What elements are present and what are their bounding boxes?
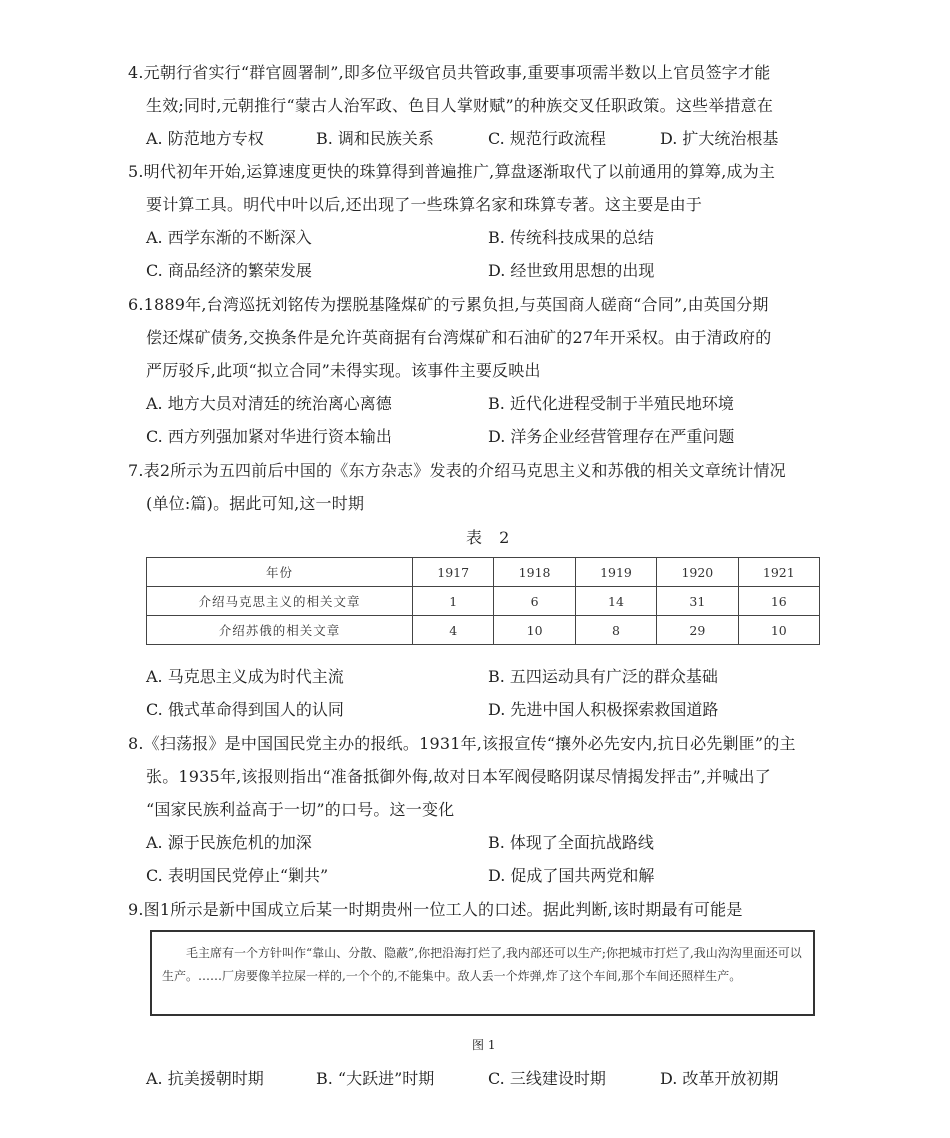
q8-text-line3: “国家民族利益高于一切”的口号。这一变化 bbox=[146, 800, 455, 819]
q5-option-d: D. 经世致用思想的出现 bbox=[488, 261, 655, 280]
table-row bbox=[147, 616, 820, 645]
quote-box bbox=[150, 930, 815, 1016]
q4-option-d: D. 扩大统治根基 bbox=[660, 129, 779, 148]
table-header-cell: 1921 bbox=[738, 558, 819, 587]
q7-option-d: D. 先进中国人积极探索救国道路 bbox=[488, 700, 719, 719]
q6-text-line2: 偿还煤矿债务,交换条件是允许英商据有台湾煤矿和石油矿的27年开采权。由于清政府的 bbox=[146, 328, 772, 347]
q9-text-line1: 9.图1所示是新中国成立后某一时期贵州一位工人的口述。据此判断,该时期最有可能是 bbox=[128, 900, 743, 919]
q8-option-a: A. 源于民族危机的加深 bbox=[146, 833, 312, 852]
q8-text-line2: 张。1935年,该报则指出“准备抵御外侮,故对日本军阀侵略阴谋尽情揭发抨击”,并喊出了 bbox=[146, 767, 771, 786]
table-cell: 4 bbox=[413, 616, 494, 645]
table-cell: 16 bbox=[738, 587, 819, 616]
q4-option-c: C. 规范行政流程 bbox=[488, 129, 606, 148]
q4-text-line1: 4.元朝行省实行“群官圆署制”,即多位平级官员共管政事,重要事项需半数以上官员签字才能 bbox=[128, 63, 771, 82]
table-cell: 10 bbox=[494, 616, 575, 645]
q8-text-line1: 8.《扫荡报》是中国国民党主办的报纸。1931年,该报宣传“攘外必先安内,抗日必先剿匪”的主 bbox=[128, 734, 796, 753]
table-row-label: 介绍苏俄的相关文章 bbox=[147, 616, 413, 645]
table-header-cell: 1920 bbox=[657, 558, 738, 587]
q4-option-b: B. 调和民族关系 bbox=[316, 129, 434, 148]
q5-text-line2: 要计算工具。明代中叶以后,还出现了一些珠算名家和珠算专著。这主要是由于 bbox=[146, 195, 703, 214]
q9-option-a: A. 抗美援朝时期 bbox=[146, 1069, 264, 1088]
statistics-table bbox=[146, 557, 820, 645]
q6-option-d: D. 洋务企业经营管理存在严重问题 bbox=[488, 427, 735, 446]
q5-option-b: B. 传统科技成果的总结 bbox=[488, 228, 654, 247]
table-row bbox=[147, 587, 820, 616]
figure-caption: 图 1 bbox=[472, 1038, 496, 1052]
table-caption: 表 2 bbox=[466, 528, 516, 547]
q7-text-line1: 7.表2所示为五四前后中国的《东方杂志》发表的介绍马克思主义和苏俄的相关文章统计情况 bbox=[128, 461, 786, 480]
q9-option-d: D. 改革开放初期 bbox=[660, 1069, 779, 1088]
q5-text-line1: 5.明代初年开始,运算速度更快的珠算得到普遍推广,算盘逐渐取代了以前通用的算筹,成为主 bbox=[128, 162, 776, 181]
q5-option-a: A. 西学东渐的不断深入 bbox=[146, 228, 312, 247]
q9-option-b: B. “大跃进”时期 bbox=[316, 1069, 435, 1088]
table-header-cell: 1919 bbox=[575, 558, 656, 587]
q8-option-d: D. 促成了国共两党和解 bbox=[488, 866, 655, 885]
table-header-cell: 1917 bbox=[413, 558, 494, 587]
q6-option-a: A. 地方大员对清廷的统治离心离德 bbox=[146, 394, 392, 413]
quote-text: 毛主席有一个方针叫作“靠山、分散、隐蔽”,你把沿海打烂了,我内部还可以生产;你把城市打烂了,我山沟沟里面还可以生产。……厂房要像羊拉屎一样的,一个个的,不能集中。敌人丢一个炸弹,炸了这个车间,那个车间还照样生产。 bbox=[162, 946, 802, 983]
q7-option-b: B. 五四运动具有广泛的群众基础 bbox=[488, 667, 718, 686]
q7-text-line2: (单位:篇)。据此可知,这一时期 bbox=[146, 494, 365, 513]
table-header-row bbox=[147, 558, 820, 587]
q4-text-line2: 生效;同时,元朝推行“蒙古人治军政、色目人掌财赋”的种族交叉任职政策。这些举措意在 bbox=[146, 96, 774, 115]
table-row-label: 介绍马克思主义的相关文章 bbox=[147, 587, 413, 616]
table-cell: 6 bbox=[494, 587, 575, 616]
q6-option-b: B. 近代化进程受制于半殖民地环境 bbox=[488, 394, 734, 413]
table-cell: 10 bbox=[738, 616, 819, 645]
q5-option-c: C. 商品经济的繁荣发展 bbox=[146, 261, 312, 280]
table-cell: 8 bbox=[575, 616, 656, 645]
table-cell: 29 bbox=[657, 616, 738, 645]
table-header-cell: 年份 bbox=[147, 558, 413, 587]
q6-text-line1: 6.1889年,台湾巡抚刘铭传为摆脱基隆煤矿的亏累负担,与英国商人磋商“合同”,由英国分期 bbox=[128, 295, 769, 314]
table-cell: 1 bbox=[413, 587, 494, 616]
q8-option-b: B. 体现了全面抗战路线 bbox=[488, 833, 654, 852]
q4-option-a: A. 防范地方专权 bbox=[146, 129, 264, 148]
q7-option-c: C. 俄式革命得到国人的认同 bbox=[146, 700, 344, 719]
table-cell: 14 bbox=[575, 587, 656, 616]
q8-option-c: C. 表明国民党停止“剿共” bbox=[146, 866, 329, 885]
q6-option-c: C. 西方列强加紧对华进行资本输出 bbox=[146, 427, 392, 446]
table-cell: 31 bbox=[657, 587, 738, 616]
q6-text-line3: 严厉驳斥,此项“拟立合同”未得实现。该事件主要反映出 bbox=[146, 361, 541, 380]
q7-option-a: A. 马克思主义成为时代主流 bbox=[146, 667, 344, 686]
table-header-cell: 1918 bbox=[494, 558, 575, 587]
q9-option-c: C. 三线建设时期 bbox=[488, 1069, 606, 1088]
